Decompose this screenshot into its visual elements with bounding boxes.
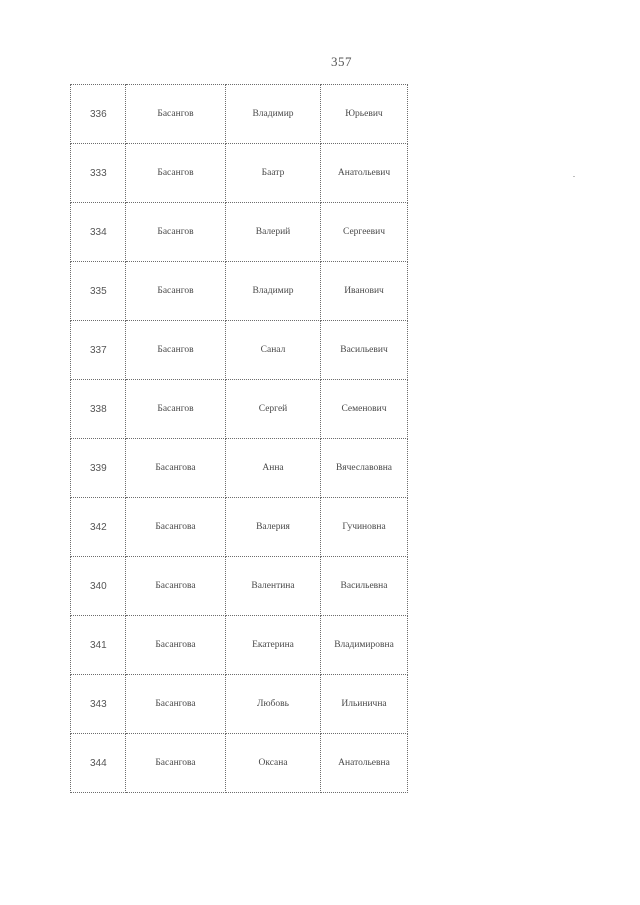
last-name: Басангова: [126, 675, 226, 734]
patronymic: Владимировна: [321, 616, 408, 675]
row-number: 334: [71, 203, 126, 262]
row-number: 337: [71, 321, 126, 380]
table-row: [71, 203, 408, 262]
page-number: 357: [331, 54, 352, 69]
patronymic: Юрьевич: [321, 85, 408, 144]
first-name: Екатерина: [226, 616, 321, 675]
table-row: [71, 557, 408, 616]
last-name: Басангов: [126, 203, 226, 262]
row-number: 342: [71, 498, 126, 557]
table-row: [71, 734, 408, 793]
table-row: [71, 380, 408, 439]
first-name: Валерия: [226, 498, 321, 557]
last-name: Басангов: [126, 85, 226, 144]
last-name: Басангов: [126, 321, 226, 380]
patronymic: Сергеевич: [321, 203, 408, 262]
patronymic: Иванович: [321, 262, 408, 321]
row-number: 335: [71, 262, 126, 321]
first-name: Баатр: [226, 144, 321, 203]
row-number: 341: [71, 616, 126, 675]
row-number: 338: [71, 380, 126, 439]
patronymic: Васильевич: [321, 321, 408, 380]
first-name: Владимир: [226, 85, 321, 144]
patronymic: Васильевна: [321, 557, 408, 616]
table-row: [71, 85, 408, 144]
patronymic: Анатольевич: [321, 144, 408, 203]
first-name: Оксана: [226, 734, 321, 793]
first-name: Валерий: [226, 203, 321, 262]
last-name: Басангов: [126, 262, 226, 321]
patronymic: Ильинична: [321, 675, 408, 734]
last-name: Басангов: [126, 380, 226, 439]
patronymic: Гучиновна: [321, 498, 408, 557]
scan-speck: [573, 176, 575, 177]
last-name: Басангова: [126, 734, 226, 793]
last-name: Басангова: [126, 439, 226, 498]
table-row: [71, 498, 408, 557]
row-number: 340: [71, 557, 126, 616]
table-row: [71, 144, 408, 203]
first-name: Владимир: [226, 262, 321, 321]
table-row: [71, 439, 408, 498]
table-row: [71, 675, 408, 734]
first-name: Валентина: [226, 557, 321, 616]
row-number: 343: [71, 675, 126, 734]
roster-table: [70, 84, 408, 793]
last-name: Басангова: [126, 557, 226, 616]
last-name: Басангова: [126, 498, 226, 557]
first-name: Анна: [226, 439, 321, 498]
row-number: 336: [71, 85, 126, 144]
table-row: [71, 262, 408, 321]
row-number: 344: [71, 734, 126, 793]
patronymic: Анатольевна: [321, 734, 408, 793]
patronymic: Вячеславовна: [321, 439, 408, 498]
table-row: [71, 616, 408, 675]
row-number: 339: [71, 439, 126, 498]
table-row: [71, 321, 408, 380]
patronymic: Семенович: [321, 380, 408, 439]
row-number: 333: [71, 144, 126, 203]
first-name: Сергей: [226, 380, 321, 439]
first-name: Любовь: [226, 675, 321, 734]
last-name: Басангова: [126, 616, 226, 675]
last-name: Басангов: [126, 144, 226, 203]
first-name: Санал: [226, 321, 321, 380]
